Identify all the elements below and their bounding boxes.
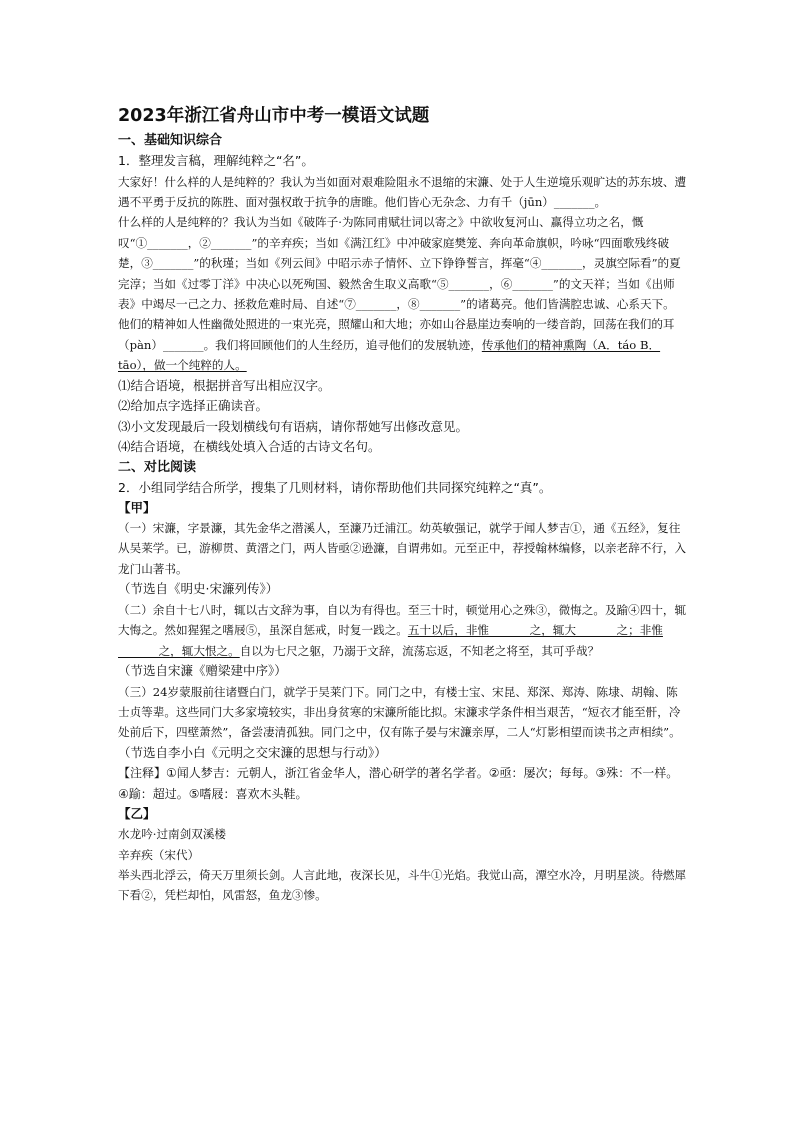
question-2-prompt: 2．小组同学结合所学，搜集了几则材料，请你帮助他们共同探究纯粹之“真”。 (118, 479, 552, 495)
passage-source-2: （节选自宋濂《赠梁建中序》） (118, 663, 287, 678)
label-yi: 【乙】 (118, 806, 156, 822)
question-1-prompt: 1．整理发言稿，理解纯粹之“名”。 (118, 153, 314, 168)
label-jia: 【甲】 (118, 500, 156, 516)
underlined-sentence: 传承他们的精神熏陶（A．táo B．tāo），做一个纯粹的人。 (118, 337, 661, 373)
speech-paragraph-2: 什么样的人是纯粹的？我认为当如《破阵子·为陈同甫赋壮词以寄之》中欲收复河山、赢得立功之名，慨叹“①_______，②_______”的辛弃疾；当如《满江红》中冲破家庭樊笼、奔向革命旗帜，吟咏“四面歌残终破楚，③_______”的秋瑾；当如《列云间》中昭示赤子情怀、立下铮铮誓言，挥毫“④_______，灵旗空际看”的夏完淳；当如《过零丁洋》中决心以死殉国、毅然舍生取义高歌“⑤_______，⑥_______”的文天祥；当如《出师表》中竭尽一己之力、拯救危难时局、自述“⑦_______，⑧_______”的诸葛亮。他们皆满腔忠诚、心系天下。 (118, 215, 681, 311)
sub-question-2: ⑵给加点字选择正确读音。 (118, 398, 269, 414)
poem-text: 举头西北浮云，倚天万里须长剑。人言此地，夜深长见，斗牛①光焰。我觉山高，潭空水冷，月明星淡。待燃犀下看②，凭栏却怕，风雷怒，鱼龙③惨。 (118, 868, 687, 903)
passage-text-2-main: （二）余自十七八时，辄以古文辞为事，自以为有得也。至三十时，顿觉用心之殊③，微悔之。及踰④四十，辄大悔之。然如猩猩之嗜屐⑤，虽深自惩戒，时复一践之。 (118, 602, 687, 638)
speech-paragraph-3 (118, 314, 688, 375)
speech-paragraph-3-text: 他们的精神如人性幽微处照进的一束光亮，照耀山和大地；亦如山谷悬崖边奏响的一缕音韵，回荡在我们的耳（pàn）_______。我们将回顾他们的人生经历，追寻他们的发展轨迹， (118, 317, 675, 352)
poem-author: 辛弃疾（宋代） (118, 847, 200, 862)
sub-question-3: ⑶小文发现最后一段划横线句有语病，请你帮她写出修改意见。 (118, 418, 469, 434)
annotations: 【注释】①闻人梦吉：元朝人，浙江省金华人，潜心研学的著名学者。②亟：屡次；每每。③殊：不一样。④踰：超过。⑤嗜屐：喜欢木头鞋。 (118, 766, 679, 801)
poem-title: 水龙吟·过南剑双溪楼 (118, 827, 227, 842)
passage-text-1: （一）宋濂，字景濂，其先金华之潜溪人，至濂乃迁浦江。幼英敏强记，就学于闻人梦吉①，通《五经》，复往从吴莱学。已，游柳贯、黄溍之门，两人皆亟②逊濂，自谓弗如。元至正中，荐授翰林编修，以亲老辞不行，入龙门山著书。 (118, 521, 687, 576)
passage-text-3: （三）24岁蒙服前往诸暨白门，就学于吴莱门下。同门之中，有楼士宝、宋昆、郑深、郑涛、陈埭、胡翰、陈士贞等辈。这些同门大多家境较实，非出身贫寒的宋濂所能比拟。宋濂求学条件相当艰苦，“短衣才能至骭，冷处前后下，四壁萧然”，备尝凄清孤独。同门之中，仅有陈子晏与宋濂亲厚，二人“灯影相望而读书之声相续”。 (118, 684, 681, 740)
passage-text-2 (118, 600, 688, 661)
section-heading-reading: 二、对比阅读 (118, 459, 197, 475)
passage-source-3: （节选自李小白《元明之交宋濂的思想与行动》） (118, 744, 387, 760)
passage-text-2-tail: 自以为七尺之躯，乃溺于文辞，流荡忘返，不知老之将至，其可乎哉？ (239, 643, 600, 658)
sub-question-4: ⑷结合语境，在横线处填入合适的古诗文名句。 (118, 439, 381, 455)
passage-source-1: （节选自《明史·宋濂列传》） (118, 581, 279, 597)
speech-paragraph-1: 大家好！什么样的人是纯粹的？我认为当如面对艰难险阻永不退缩的宋濂、处于人生逆境乐观旷达的苏东坡、遭遇不平勇于反抗的陈胜、面对强权敢于抗争的唐睢。他们皆心无杂念、力有千（jūn）_______。 (118, 174, 687, 209)
passage-text-2-underlined: 五十以后，非惟_______之，辄大_______之；非惟_______之，辄大恨之。 (118, 623, 663, 658)
document-page (118, 104, 688, 906)
sub-question-1: ⑴结合语境，根据拼音写出相应汉字。 (118, 377, 331, 393)
section-heading-basic: 一、基础知识综合 (118, 133, 223, 148)
page-title: 2023年浙江省舟山市中考一模语文试题 (118, 106, 430, 126)
